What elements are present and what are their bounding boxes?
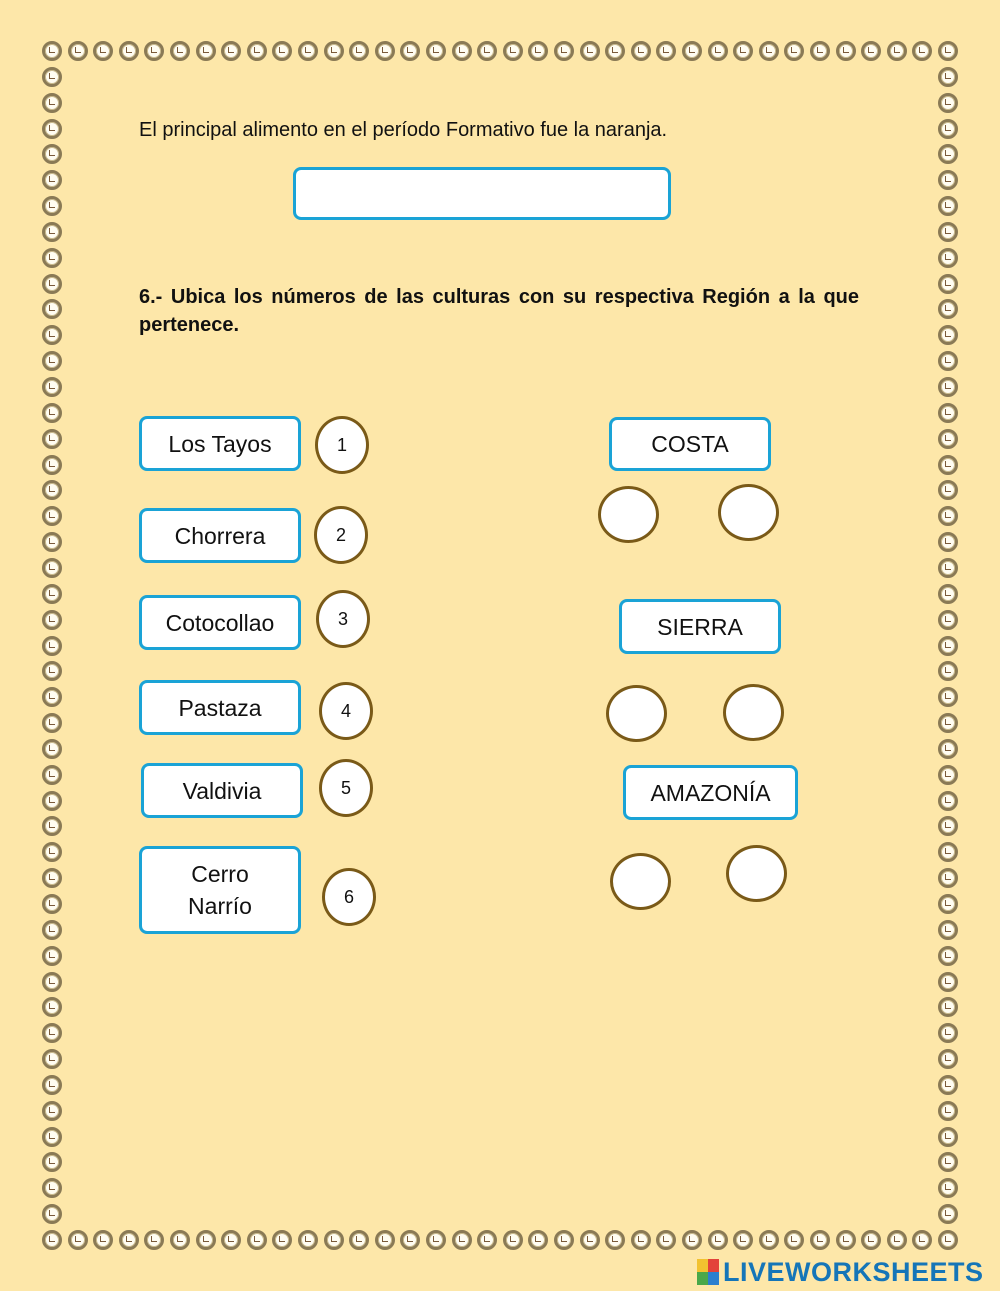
- clock-icon: [759, 41, 779, 61]
- clock-icon: [938, 222, 958, 242]
- number-circle: 3: [316, 590, 370, 648]
- clock-icon: [938, 584, 958, 604]
- clock-icon: [42, 868, 62, 888]
- clock-icon: [68, 41, 88, 61]
- clock-icon: [42, 351, 62, 371]
- clock-icon: [42, 274, 62, 294]
- drop-circle-costa-2[interactable]: [718, 484, 779, 541]
- clock-icon: [324, 41, 344, 61]
- logo-icon: [697, 1259, 719, 1285]
- clock-icon: [42, 661, 62, 681]
- culture-box-cerro-narrio: [139, 846, 301, 934]
- region-box-sierra: [619, 599, 781, 654]
- clock-icon: [170, 41, 190, 61]
- clock-icon: [938, 299, 958, 319]
- clock-icon: [42, 41, 62, 61]
- clock-icon: [42, 67, 62, 87]
- clock-icon: [784, 41, 804, 61]
- clock-icon: [938, 661, 958, 681]
- clock-icon: [938, 687, 958, 707]
- clock-icon: [42, 403, 62, 423]
- clock-icon: [938, 1075, 958, 1095]
- liveworksheets-logo: [697, 1257, 984, 1287]
- clock-icon: [938, 248, 958, 268]
- clock-icon: [938, 791, 958, 811]
- clock-icon: [42, 687, 62, 707]
- clock-icon: [42, 791, 62, 811]
- culture-box-chorrera: [139, 508, 301, 563]
- clock-icon: [42, 816, 62, 836]
- clock-icon: [452, 41, 472, 61]
- clock-icon: [938, 377, 958, 397]
- region-label: AMAZONÍA: [650, 779, 771, 806]
- clock-icon: [938, 119, 958, 139]
- culture-label: Pastaza: [178, 694, 262, 721]
- clock-icon: [912, 41, 932, 61]
- clock-icon: [938, 93, 958, 113]
- clock-icon: [836, 1230, 856, 1250]
- clock-icon: [503, 41, 523, 61]
- answer-input[interactable]: [293, 167, 671, 220]
- clock-icon: [42, 506, 62, 526]
- clock-icon: [784, 1230, 804, 1250]
- clock-icon: [42, 325, 62, 345]
- clock-icon: [708, 41, 728, 61]
- region-box-costa: [609, 417, 771, 471]
- clock-icon: [272, 1230, 292, 1250]
- clock-icon: [938, 506, 958, 526]
- clock-icon: [938, 144, 958, 164]
- clock-icon: [42, 920, 62, 940]
- clock-icon: [247, 1230, 267, 1250]
- culture-box-cotocollao: [139, 595, 301, 650]
- clock-icon: [42, 248, 62, 268]
- clock-icon: [656, 1230, 676, 1250]
- number-circle: 5: [319, 759, 373, 817]
- clock-icon: [938, 351, 958, 371]
- clock-icon: [93, 1230, 113, 1250]
- clock-icon: [42, 894, 62, 914]
- clock-icon: [938, 713, 958, 733]
- clock-icon: [580, 1230, 600, 1250]
- clock-icon: [68, 1230, 88, 1250]
- clock-icon: [42, 558, 62, 578]
- drop-circle-amazonia-2[interactable]: [726, 845, 787, 902]
- clock-icon: [810, 1230, 830, 1250]
- clock-icon: [349, 41, 369, 61]
- culture-box-los-tayos: [139, 416, 301, 471]
- clock-icon: [42, 144, 62, 164]
- clock-icon: [938, 558, 958, 578]
- clock-icon: [938, 1127, 958, 1147]
- drop-circle-sierra-1[interactable]: [606, 685, 667, 742]
- clock-icon: [42, 170, 62, 190]
- clock-icon: [912, 1230, 932, 1250]
- clock-icon: [196, 41, 216, 61]
- clock-icon: [42, 972, 62, 992]
- clock-icon: [605, 1230, 625, 1250]
- clock-icon: [298, 1230, 318, 1250]
- question-6: 6.- Ubica los números de las culturas con su respectiva Región a la que pertenece.: [139, 286, 859, 336]
- clock-icon: [42, 1127, 62, 1147]
- clock-icon: [938, 532, 958, 552]
- clock-icon: [554, 41, 574, 61]
- clock-icon: [708, 1230, 728, 1250]
- clock-icon: [938, 1204, 958, 1224]
- clock-icon: [938, 403, 958, 423]
- clock-icon: [938, 997, 958, 1017]
- clock-icon: [938, 41, 958, 61]
- clock-icon: [938, 170, 958, 190]
- clock-icon: [938, 842, 958, 862]
- clock-icon: [938, 325, 958, 345]
- clock-icon: [42, 765, 62, 785]
- clock-icon: [938, 868, 958, 888]
- clock-icon: [836, 41, 856, 61]
- culture-box-valdivia: [141, 763, 303, 818]
- clock-icon: [42, 636, 62, 656]
- clock-icon: [400, 41, 420, 61]
- clock-icon: [42, 455, 62, 475]
- culture-label: Chorrera: [174, 522, 266, 549]
- clock-icon: [42, 1230, 62, 1250]
- clock-icon: [221, 1230, 241, 1250]
- drop-circle-amazonia-1[interactable]: [610, 853, 671, 910]
- clock-icon: [938, 765, 958, 785]
- clock-icon: [298, 41, 318, 61]
- clock-icon: [42, 1023, 62, 1043]
- clock-icon: [733, 1230, 753, 1250]
- clock-icon: [42, 532, 62, 552]
- clock-icon: [119, 41, 139, 61]
- clock-icon: [426, 41, 446, 61]
- clock-icon: [938, 946, 958, 966]
- clock-icon: [682, 41, 702, 61]
- number-circle: 1: [315, 416, 369, 474]
- clock-icon: [42, 1152, 62, 1172]
- culture-label: Valdivia: [182, 777, 262, 804]
- clock-icon: [938, 920, 958, 940]
- clock-icon: [42, 1049, 62, 1069]
- clock-icon: [938, 1101, 958, 1121]
- clock-icon: [938, 1049, 958, 1069]
- number-circle: 2: [314, 506, 368, 564]
- clock-icon: [42, 429, 62, 449]
- true-false-statement: El principal alimento en el período Formativo fue la naranja.: [139, 119, 668, 141]
- drop-circle-sierra-2[interactable]: [723, 684, 784, 741]
- region-box-amazonia: [623, 765, 798, 820]
- region-label: SIERRA: [657, 613, 743, 640]
- number-circle: 6: [322, 868, 376, 926]
- clock-icon: [375, 41, 395, 61]
- clock-icon: [42, 93, 62, 113]
- clock-icon: [375, 1230, 395, 1250]
- clock-icon: [426, 1230, 446, 1250]
- clock-icon: [477, 1230, 497, 1250]
- clock-icon: [42, 610, 62, 630]
- clock-icon: [42, 584, 62, 604]
- logo-text: LIVEWORKSHEETS: [723, 1257, 984, 1287]
- clock-icon: [554, 1230, 574, 1250]
- number-circle: 4: [319, 682, 373, 740]
- clock-icon: [42, 299, 62, 319]
- culture-label: Cotocollao: [165, 609, 275, 636]
- clock-icon: [42, 1075, 62, 1095]
- clock-icon: [42, 997, 62, 1017]
- clock-icon: [631, 1230, 651, 1250]
- clock-icon: [938, 274, 958, 294]
- clock-icon: [861, 1230, 881, 1250]
- clock-icon: [938, 739, 958, 759]
- clock-icon: [656, 41, 676, 61]
- clock-icon: [887, 1230, 907, 1250]
- clock-icon: [400, 1230, 420, 1250]
- clock-icon: [93, 41, 113, 61]
- clock-icon: [144, 41, 164, 61]
- clock-icon: [42, 377, 62, 397]
- clock-icon: [938, 429, 958, 449]
- clock-icon: [938, 67, 958, 87]
- clock-icon: [938, 1152, 958, 1172]
- culture-label: Cerro Narrío: [188, 861, 252, 919]
- clock-icon: [42, 713, 62, 733]
- culture-label: Los Tayos: [168, 430, 272, 457]
- clock-icon: [349, 1230, 369, 1250]
- clock-icon: [938, 894, 958, 914]
- clock-icon: [170, 1230, 190, 1250]
- clock-icon: [42, 1204, 62, 1224]
- clock-icon: [605, 41, 625, 61]
- clock-icon: [682, 1230, 702, 1250]
- clock-icon: [938, 1178, 958, 1198]
- clock-icon: [938, 196, 958, 216]
- clock-icon: [452, 1230, 472, 1250]
- clock-icon: [938, 455, 958, 475]
- clock-icon: [42, 222, 62, 242]
- clock-icon: [580, 41, 600, 61]
- clock-icon: [861, 41, 881, 61]
- clock-icon: [733, 41, 753, 61]
- clock-icon: [528, 1230, 548, 1250]
- clock-icon: [221, 41, 241, 61]
- drop-circle-costa-1[interactable]: [598, 486, 659, 543]
- clock-icon: [938, 1023, 958, 1043]
- clock-icon: [42, 739, 62, 759]
- clock-icon: [272, 41, 292, 61]
- clock-icon: [42, 946, 62, 966]
- culture-box-pastaza: [139, 680, 301, 735]
- region-label: COSTA: [651, 431, 729, 457]
- clock-icon: [324, 1230, 344, 1250]
- clock-icon: [247, 41, 267, 61]
- clock-icon: [938, 972, 958, 992]
- clock-icon: [42, 196, 62, 216]
- clock-icon: [196, 1230, 216, 1250]
- clock-icon: [42, 1101, 62, 1121]
- clock-icon: [759, 1230, 779, 1250]
- clock-icon: [477, 41, 497, 61]
- clock-icon: [42, 480, 62, 500]
- clock-icon: [938, 816, 958, 836]
- clock-icon: [887, 41, 907, 61]
- clock-icon: [42, 119, 62, 139]
- clock-icon: [503, 1230, 523, 1250]
- clock-icon: [938, 610, 958, 630]
- clock-icon: [938, 636, 958, 656]
- clock-icon: [810, 41, 830, 61]
- clock-icon: [42, 842, 62, 862]
- clock-icon: [119, 1230, 139, 1250]
- clock-icon: [938, 1230, 958, 1250]
- clock-icon: [631, 41, 651, 61]
- clock-icon: [938, 480, 958, 500]
- clock-icon: [144, 1230, 164, 1250]
- clock-icon: [528, 41, 548, 61]
- clock-icon: [42, 1178, 62, 1198]
